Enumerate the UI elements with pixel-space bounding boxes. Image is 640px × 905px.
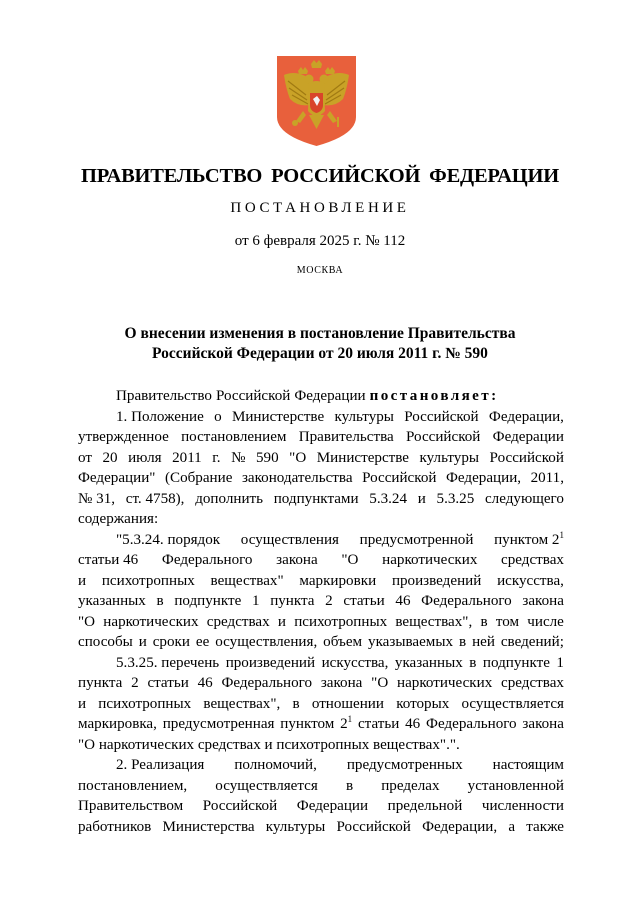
text-line bbox=[78, 448, 564, 469]
word: отношении bbox=[311, 695, 384, 712]
word: указанных bbox=[78, 593, 146, 609]
word: Правительством bbox=[78, 798, 184, 814]
word: Российской bbox=[336, 818, 411, 835]
word: 20 bbox=[102, 449, 118, 466]
word: Российской bbox=[215, 388, 291, 404]
word: установленной bbox=[467, 777, 564, 794]
word: Федерации, bbox=[445, 470, 522, 486]
word: в bbox=[345, 777, 354, 794]
word: закона bbox=[320, 675, 363, 691]
word: веществах", bbox=[395, 613, 473, 630]
word: пункта bbox=[270, 593, 315, 609]
word: (Собрание bbox=[164, 470, 233, 486]
superscript: 1 bbox=[559, 529, 564, 540]
word: "О наркотических средствах и психотропных веществах".". bbox=[78, 736, 460, 753]
word: в bbox=[292, 695, 300, 712]
word: осуществляется bbox=[461, 695, 564, 712]
word: культуры bbox=[265, 818, 326, 835]
word: № 31, bbox=[78, 490, 116, 507]
word: "О bbox=[78, 613, 96, 630]
word: том bbox=[495, 613, 520, 630]
word: пунктом bbox=[280, 716, 335, 732]
text-line bbox=[78, 591, 564, 612]
word: 2011, bbox=[530, 470, 564, 486]
word: дополнить bbox=[195, 490, 264, 507]
word: культуры bbox=[419, 449, 480, 466]
word: и bbox=[138, 634, 147, 650]
text-line bbox=[78, 427, 564, 448]
word: 2011 bbox=[172, 449, 202, 466]
word: наркотических bbox=[397, 675, 493, 691]
word: Российской bbox=[406, 429, 481, 445]
word: и bbox=[277, 613, 286, 630]
word: подпункте bbox=[482, 654, 550, 671]
word: Федерации bbox=[492, 429, 564, 445]
word: Российской bbox=[362, 470, 437, 486]
text-line bbox=[78, 653, 564, 674]
word: Федерации, bbox=[488, 408, 564, 425]
word: г. bbox=[212, 449, 221, 466]
text-line bbox=[78, 735, 564, 756]
word: подпункте bbox=[174, 593, 242, 609]
heading-line: О внесении изменения в постановление Правительства bbox=[124, 325, 516, 342]
word: психотропных bbox=[98, 695, 192, 712]
word: Федерации bbox=[296, 798, 369, 814]
document-type: ПОСТАНОВЛЕНИЕ bbox=[230, 200, 410, 216]
text-line bbox=[78, 817, 564, 838]
text-line bbox=[78, 673, 564, 694]
word: объем bbox=[323, 634, 363, 650]
text-line bbox=[78, 694, 564, 715]
text-line bbox=[78, 755, 564, 776]
word: также bbox=[526, 818, 564, 835]
text-line bbox=[78, 468, 564, 489]
word: ее bbox=[195, 634, 210, 650]
word: полномочий, bbox=[234, 757, 317, 773]
word: Правительства bbox=[298, 429, 394, 445]
word: указанных bbox=[394, 654, 463, 671]
word: № bbox=[231, 449, 246, 466]
word: от bbox=[78, 449, 92, 466]
word: статьи bbox=[147, 675, 189, 691]
word: наркотических bbox=[103, 613, 199, 630]
word: указываемых bbox=[368, 634, 454, 650]
government-title: ПРАВИТЕЛЬСТВО РОССИЙСКОЙ ФЕДЕРАЦИИ bbox=[81, 165, 559, 187]
word: следующего bbox=[484, 490, 564, 507]
word: 1 bbox=[251, 593, 260, 609]
superscript: 1 bbox=[347, 714, 353, 724]
word: настоящим bbox=[492, 757, 564, 773]
word: Министерства bbox=[162, 818, 255, 835]
word: 1. Положение bbox=[116, 408, 204, 425]
coat-of-arms-icon bbox=[276, 55, 357, 147]
word: 2. Реализация bbox=[116, 757, 205, 773]
text-line bbox=[78, 509, 564, 530]
word: предусмотренной bbox=[359, 531, 474, 548]
word: Российской bbox=[489, 449, 564, 466]
word: искусства, bbox=[497, 572, 564, 589]
document-date-number: от 6 февраля 2025 г. № 112 bbox=[234, 233, 406, 249]
word: постановлением bbox=[181, 429, 287, 445]
word: июля bbox=[128, 449, 162, 466]
word: 5.3.24 bbox=[369, 490, 408, 507]
text-line bbox=[78, 714, 564, 735]
word: сроки bbox=[152, 634, 190, 650]
heading-line: Российской Федерации от 20 июля 2011 г. № 590 bbox=[152, 345, 488, 362]
word: "О bbox=[289, 449, 307, 466]
document-body bbox=[78, 386, 564, 837]
word: осуществляется bbox=[215, 777, 318, 794]
word: закона bbox=[522, 593, 564, 609]
word: $2^1$ bbox=[340, 714, 353, 732]
word: наркотических bbox=[382, 552, 478, 568]
word: психотропных bbox=[101, 572, 195, 589]
word: статьи 46 bbox=[78, 552, 139, 568]
word: 2 bbox=[131, 675, 139, 691]
word: численности bbox=[481, 798, 564, 814]
word: содержания: bbox=[78, 511, 159, 527]
word: средствах bbox=[206, 613, 270, 630]
word: предельной bbox=[387, 798, 463, 814]
word: осуществления bbox=[240, 531, 340, 548]
word: культуры bbox=[334, 408, 394, 425]
word: утвержденное bbox=[78, 429, 169, 445]
word: Федерации, bbox=[422, 818, 498, 835]
word: 1 bbox=[556, 654, 564, 671]
word: 46 bbox=[395, 593, 411, 609]
word: "5.3.24. порядок bbox=[116, 531, 221, 548]
word: о bbox=[214, 408, 222, 425]
word: "О bbox=[341, 552, 359, 568]
text-line bbox=[78, 632, 564, 653]
text-line bbox=[78, 550, 564, 571]
word: Федерального bbox=[221, 675, 313, 691]
text-line bbox=[78, 407, 564, 428]
word: 46 bbox=[405, 716, 421, 732]
word: 5.3.25. перечень bbox=[116, 654, 220, 671]
word: маркировки bbox=[299, 572, 377, 589]
word: Правительство bbox=[116, 388, 212, 404]
word: Федерации" bbox=[78, 470, 156, 486]
text-line bbox=[78, 776, 564, 797]
word: и bbox=[78, 572, 87, 589]
word: Федерального bbox=[421, 593, 512, 609]
text-line bbox=[78, 386, 564, 407]
word: Федерального bbox=[426, 716, 517, 732]
word: статьи bbox=[343, 593, 385, 609]
text-line bbox=[78, 571, 564, 592]
word: сведений; bbox=[500, 634, 564, 650]
word: ней bbox=[472, 634, 495, 650]
word: 590 bbox=[256, 449, 279, 466]
word: веществах" bbox=[210, 572, 284, 589]
word: работников bbox=[78, 818, 152, 835]
word: и bbox=[78, 695, 87, 712]
word: средствах bbox=[501, 552, 564, 568]
document-heading bbox=[0, 324, 640, 364]
word: в bbox=[469, 654, 477, 671]
word: постановляет: bbox=[369, 388, 499, 404]
word: пунктом $2^1$ bbox=[494, 529, 564, 548]
word: "О bbox=[371, 675, 389, 691]
word: предусмотренная bbox=[162, 716, 275, 732]
word: 5.3.25 bbox=[436, 490, 475, 507]
word: пределах bbox=[381, 777, 440, 794]
word: законодательства bbox=[241, 470, 353, 486]
word: предусмотренных bbox=[346, 757, 463, 773]
word: в bbox=[458, 634, 467, 650]
word: маркировка, bbox=[78, 716, 157, 732]
text-line bbox=[78, 530, 564, 551]
word: веществах", bbox=[203, 695, 281, 712]
word: 46 bbox=[197, 675, 213, 691]
word: ст. 4758), bbox=[125, 490, 185, 507]
word: искусства, bbox=[321, 654, 389, 671]
word: Министерстве bbox=[231, 408, 325, 425]
word: статьи bbox=[357, 716, 400, 732]
word: которых bbox=[396, 695, 450, 712]
word: закона bbox=[276, 552, 318, 568]
word: числе bbox=[527, 613, 564, 630]
word: Российской bbox=[202, 798, 278, 814]
word: Министерстве bbox=[316, 449, 409, 466]
word: постановлением, bbox=[78, 777, 188, 794]
word: произведений bbox=[225, 654, 316, 671]
document-city: МОСКВА bbox=[296, 265, 344, 276]
word: в bbox=[156, 593, 164, 609]
word: Федерации bbox=[294, 388, 366, 404]
word: произведений bbox=[391, 572, 482, 589]
word: Российской bbox=[404, 408, 479, 425]
word: 2 bbox=[325, 593, 333, 609]
word: пункта bbox=[78, 675, 123, 691]
word: а bbox=[508, 818, 516, 835]
text-line bbox=[78, 796, 564, 817]
word: способы bbox=[78, 634, 133, 650]
word: в bbox=[480, 613, 488, 630]
word: осуществления, bbox=[215, 634, 318, 650]
word: и bbox=[417, 490, 426, 507]
word: психотропных bbox=[294, 613, 388, 630]
text-line bbox=[78, 489, 564, 510]
text-line bbox=[78, 612, 564, 633]
word: закона bbox=[522, 716, 564, 732]
word: средствах bbox=[501, 675, 564, 691]
word: подпунктами bbox=[273, 490, 359, 507]
word: Федерального bbox=[161, 552, 253, 568]
